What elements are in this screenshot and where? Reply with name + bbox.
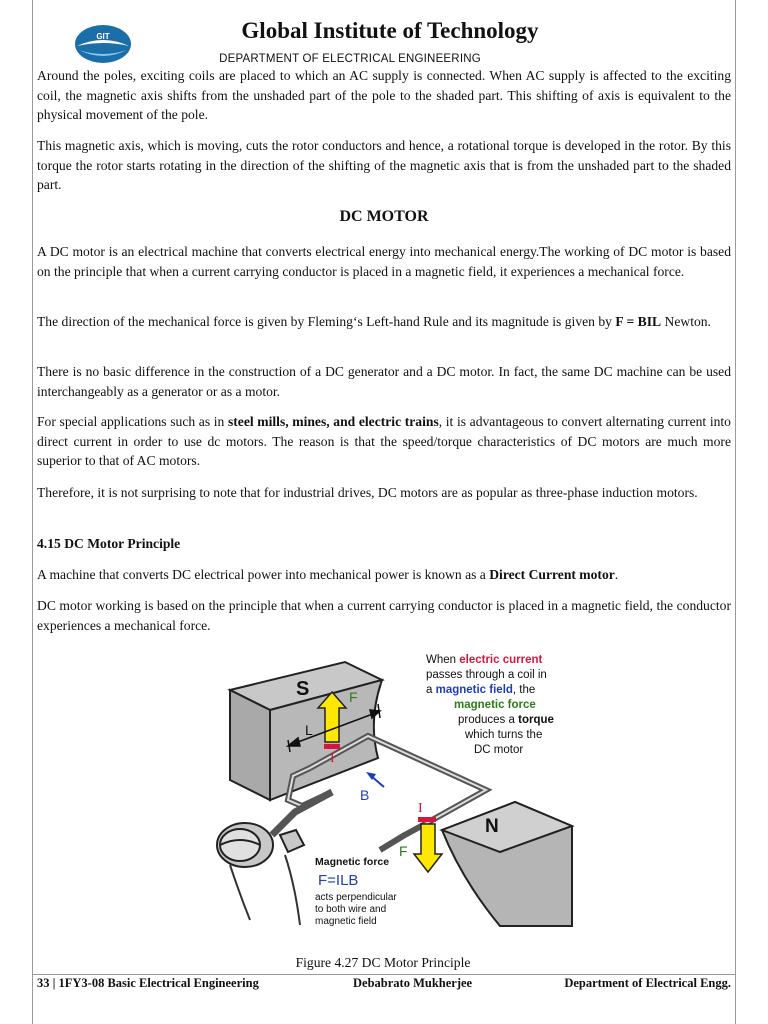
footer-divider [33, 974, 735, 975]
note-line-6: which turns the [465, 729, 543, 741]
note-line-7: DC motor [474, 744, 524, 756]
subsection-heading-4-15: 4.15 DC Motor Principle [37, 536, 181, 551]
text: Newton. [661, 314, 711, 329]
git-logo [74, 24, 132, 64]
bold-applications: steel mills, mines, and electric trains [227, 414, 439, 429]
paragraph-generator-motor: There is no basic difference in the construction of a DC generator and a DC motor. In fact, the same DC machine can be used interchangeably as a generator or as a motor. [37, 364, 731, 399]
bold-dc-motor: Direct Current motor [489, 567, 615, 582]
force-note-formula: F=ILB [318, 872, 359, 889]
paragraph-industrial-drives: Therefore, it is not surprising to note that for industrial drives, DC motors are as popular as three-phase induction motors. [37, 485, 698, 500]
text: , the [512, 684, 536, 696]
label-n: N [485, 816, 499, 837]
paragraph-special-applications [37, 412, 731, 471]
label-i-bottom: I [418, 801, 423, 816]
paragraph-flemings-rule [37, 312, 731, 332]
text: , it is advantageous to convert alternating current into direct current in order to use dc motors. The reason is that the speed/torque characteristics of DC motors are much more superior to that of AC motors. [37, 414, 731, 468]
text: A machine that converts DC electrical power into mechanical power is known as a [37, 567, 490, 582]
force-note-desc-2: to both wire and [315, 904, 387, 915]
institute-title: Global Institute of Technology [241, 18, 539, 43]
force-note-title: Magnetic force [315, 856, 390, 868]
text: . [614, 567, 619, 582]
text: produces a [458, 714, 519, 726]
note-line-1 [426, 654, 543, 666]
note-torque: torque [518, 714, 554, 726]
force-arrow-down [399, 824, 442, 872]
annotation-note [426, 654, 554, 756]
department-title: DEPARTMENT OF ELECTRICAL ENGINEERING [219, 53, 481, 65]
north-pole-magnet [442, 802, 572, 926]
footer-department: Department of Electrical Engg. [564, 976, 731, 990]
label-f-bottom: F [399, 843, 408, 859]
note-line-2: passes through a coil in [426, 669, 547, 681]
section-heading-dc-motor: DC MOTOR [339, 208, 429, 225]
force-note-desc-3: magnetic field [315, 916, 377, 927]
paragraph-dc-motor-intro: A DC motor is an electrical machine that converts electrical energy into mechanical energy.The working of DC motor is based on the principle that when a current carrying conductor is placed in a magnetic field, it experiences a mechanical force. [37, 244, 731, 279]
footer-author: Debabrato Mukherjee [353, 976, 473, 990]
text: For special applications such as in [37, 414, 228, 429]
paragraph-shaded-pole-2: This magnetic axis, which is moving, cuts the rotor conductors and hence, a rotational torque is developed in the rotor. By this torque the rotor starts rotating in the direction of the shifting of the magnetic axis that is from the unshaded part to the shaded part. [37, 138, 731, 192]
force-note-desc-1: acts perpendicular [315, 892, 397, 903]
label-b: B [360, 787, 370, 803]
label-l: L [305, 722, 313, 738]
formula-bil: F = BIL [615, 314, 662, 329]
logo-text: GIT [96, 32, 110, 41]
footer-course: 33 | 1FY3-08 Basic Electrical Engineering [37, 976, 259, 990]
note-magnetic-field: magnetic field [435, 684, 513, 696]
force-note [315, 856, 397, 927]
note-line-4: magnetic force [454, 699, 536, 711]
paragraph-working-principle: DC motor working is based on the principle that when a current carrying conductor is placed in a magnetic field, the conductor experiences a mechanical force. [37, 598, 731, 633]
note-line-3 [426, 684, 535, 696]
label-s: S [296, 678, 310, 700]
current-marker-bottom [418, 801, 436, 822]
magnetic-field-arrow [360, 772, 384, 803]
note-line-5 [458, 714, 554, 726]
note-electric-current: electric current [459, 654, 543, 666]
label-f-top: F [349, 689, 358, 705]
dc-motor-principle-figure [200, 640, 580, 935]
text: a [426, 684, 436, 696]
figure-caption: Figure 4.27 DC Motor Principle [295, 955, 471, 970]
text: The direction of the mechanical force is given by Fleming‘s Left-hand Rule and its magnitude is given by [37, 314, 616, 329]
paragraph-direct-current-motor [37, 565, 731, 585]
label-i-top: I [330, 751, 335, 766]
text: When [426, 654, 460, 666]
paragraph-shaded-pole-1: Around the poles, exciting coils are placed to which an AC supply is connected. When AC supply is affected to the exciting coil, the magnetic axis shifts from the unshaded part of the pole to the shaded part. This shifting of axis is equivalent to the physical movement of the pole. [37, 68, 731, 122]
